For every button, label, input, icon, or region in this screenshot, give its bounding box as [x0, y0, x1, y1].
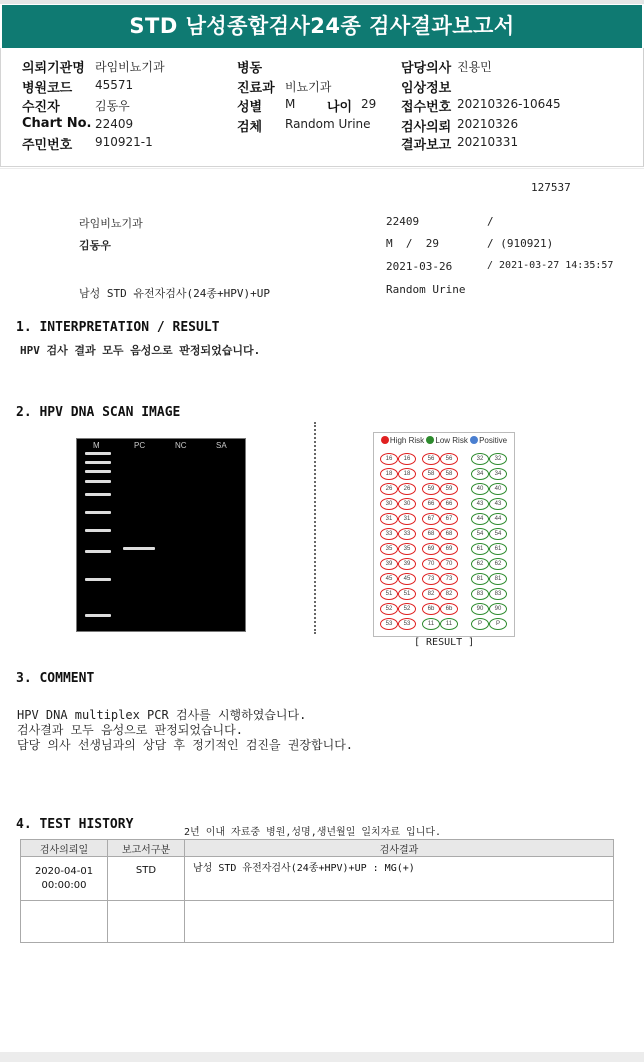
history-header-result: 검사결과: [185, 840, 614, 857]
divider: [0, 168, 644, 169]
result-oval: 56: [440, 453, 458, 465]
ladder-band: [85, 480, 111, 483]
label-department: 진료과: [237, 81, 275, 96]
report-title: STD 남성종합검사24종 검사결과보고서: [2, 5, 642, 48]
result-oval: 45: [398, 573, 416, 585]
result-oval: 54: [471, 528, 489, 540]
result-oval: 32: [471, 453, 489, 465]
history-header-date: 검사의뢰일: [21, 840, 108, 857]
result-oval: 68: [440, 528, 458, 540]
result-oval: 67: [440, 513, 458, 525]
value-patient: 김동우: [95, 99, 130, 113]
ladder-band: [85, 511, 111, 514]
summary-report-datetime: / 2021-03-27 14:35:57: [487, 260, 614, 271]
result-oval: 33: [380, 528, 398, 540]
result-oval: 70: [440, 558, 458, 570]
result-oval: 26: [380, 483, 398, 495]
summary-hospital: 라임비뇨기과: [79, 217, 143, 230]
history-cell-empty: [21, 901, 108, 943]
result-oval: 62: [489, 558, 507, 570]
result-oval: 54: [489, 528, 507, 540]
result-oval: 66: [440, 498, 458, 510]
value-chart-no: 22409: [95, 117, 134, 131]
comment-line-2: 검사결과 모두 음성으로 판정되었습니다.: [17, 723, 243, 737]
ladder-band: [85, 529, 111, 532]
result-oval: 61: [471, 543, 489, 555]
comment-line-3: 담당 의사 선생님과의 상담 후 정기적인 검진을 권장합니다.: [17, 738, 354, 752]
label-test-request: 검사의뢰: [401, 120, 452, 135]
result-oval: 56: [422, 453, 440, 465]
result-oval: 82: [422, 588, 440, 600]
result-oval: 59: [422, 483, 440, 495]
label-chart-no: Chart No.: [22, 116, 92, 131]
pc-band: [123, 547, 155, 550]
label-specimen: 검체: [237, 120, 263, 135]
legend-positive: Positive: [479, 436, 508, 445]
result-oval: 90: [489, 603, 507, 615]
history-cell-date: [21, 857, 108, 901]
value-result-report: 20210331: [457, 135, 519, 149]
summary-specimen: Random Urine: [386, 283, 466, 296]
section-interpretation-title: 1. INTERPRETATION / RESULT: [16, 320, 220, 335]
result-oval: 39: [380, 558, 398, 570]
ladder-band: [85, 452, 111, 455]
history-time: 00:00:00: [41, 880, 87, 891]
result-oval: P: [489, 618, 507, 630]
result-oval: 83: [489, 588, 507, 600]
ladder-band: [85, 470, 111, 473]
result-oval: 69: [440, 543, 458, 555]
low-risk-dot: [426, 436, 434, 444]
gel-lane-label-pc: PC: [134, 441, 146, 450]
result-oval: 33: [398, 528, 416, 540]
result-oval: 81: [471, 573, 489, 585]
history-cell-empty: [108, 901, 185, 943]
result-oval: 58: [422, 468, 440, 480]
result-oval: 32: [489, 453, 507, 465]
label-result-report: 결과보고: [401, 138, 452, 153]
result-oval: 73: [422, 573, 440, 585]
result-oval: 34: [471, 468, 489, 480]
result-oval: 6b: [440, 603, 458, 615]
interpretation-text: HPV 검사 결과 모두 음성으로 판정되었습니다.: [20, 344, 261, 357]
ladder-band: [85, 578, 111, 581]
high-risk-dot: [381, 436, 389, 444]
value-age: 29: [361, 97, 377, 111]
top-border: [0, 0, 644, 4]
section-comment-title: 3. COMMENT: [16, 671, 95, 686]
value-resident-number: 910921-1: [95, 135, 153, 149]
result-oval: 53: [398, 618, 416, 630]
history-cell-empty: [185, 901, 614, 943]
label-requesting-institution: 의뢰기관명: [22, 61, 85, 76]
result-oval: 82: [440, 588, 458, 600]
label-attending-doctor: 담당의사: [401, 61, 452, 76]
gel-lane-label-nc: NC: [175, 441, 187, 450]
value-sex: M: [285, 97, 296, 111]
value-hospital-code: 45571: [95, 78, 134, 92]
comment-line-1: HPV DNA multiplex PCR 검사를 시행하였습니다.: [17, 708, 307, 722]
history-cell-result: 남성 STD 유전자검사(24종+HPV)+UP : MG(+): [185, 857, 614, 901]
legend-low-risk: Low Risk: [435, 436, 468, 445]
bottom-border: [0, 1052, 644, 1062]
positive-dot: [470, 436, 478, 444]
result-oval: 30: [380, 498, 398, 510]
result-oval: 35: [380, 543, 398, 555]
result-oval: 16: [380, 453, 398, 465]
value-specimen: Random Urine: [285, 117, 371, 131]
label-age: 나이: [327, 100, 353, 115]
result-oval: 70: [422, 558, 440, 570]
result-oval: 67: [422, 513, 440, 525]
value-requesting-institution: 라임비뇨기과: [95, 60, 165, 74]
result-oval: 43: [471, 498, 489, 510]
summary-birth: / (910921): [487, 237, 554, 250]
result-oval: 39: [398, 558, 416, 570]
ladder-band: [85, 614, 111, 617]
result-legend: [374, 436, 514, 445]
result-grid: [373, 432, 515, 637]
summary-sex-age: M / 29: [386, 237, 439, 250]
result-oval: 34: [489, 468, 507, 480]
section-history-title: 4. TEST HISTORY: [16, 817, 134, 832]
report-id: 127537: [531, 181, 571, 194]
result-oval: 51: [380, 588, 398, 600]
result-oval: 31: [398, 513, 416, 525]
value-department: 비뇨기과: [285, 80, 332, 94]
result-oval: 35: [398, 543, 416, 555]
history-cell-type: STD: [108, 857, 185, 901]
value-test-request: 20210326: [457, 117, 519, 131]
result-oval: P: [471, 618, 489, 630]
label-clinical-info: 임상정보: [401, 81, 452, 96]
result-oval: 73: [440, 573, 458, 585]
legend-high-risk: High Risk: [389, 436, 425, 445]
summary-chart: 22409: [386, 215, 420, 228]
result-oval: 53: [380, 618, 398, 630]
result-oval: 44: [489, 513, 507, 525]
label-sex: 성별: [237, 100, 263, 115]
section-scan-title: 2. HPV DNA SCAN IMAGE: [16, 405, 181, 420]
table-row: [21, 857, 614, 901]
history-header-type: 보고서구분: [108, 840, 185, 857]
ladder-band: [85, 493, 111, 496]
result-oval: 18: [398, 468, 416, 480]
result-oval: 18: [380, 468, 398, 480]
summary-slash: /: [487, 215, 494, 228]
result-oval: 52: [380, 603, 398, 615]
label-patient: 수진자: [22, 100, 60, 115]
history-date: 2020-04-01: [34, 866, 94, 877]
result-oval: 40: [489, 483, 507, 495]
result-oval: 90: [471, 603, 489, 615]
result-oval: 44: [471, 513, 489, 525]
label-hospital-code: 병원코드: [22, 81, 73, 96]
result-oval: 26: [398, 483, 416, 495]
result-oval: 11: [440, 618, 458, 630]
summary-test-name: 남성 STD 유전자검사(24종+HPV)+UP: [79, 287, 270, 300]
ladder-band: [85, 550, 111, 553]
summary-patient: 김동우: [79, 239, 111, 252]
result-oval: 83: [471, 588, 489, 600]
label-resident-number: 주민번호: [22, 138, 73, 153]
result-oval: 40: [471, 483, 489, 495]
result-oval: 11: [422, 618, 440, 630]
value-attending-doctor: 진용민: [457, 60, 492, 74]
table-row: [21, 901, 614, 943]
dotted-divider: [314, 422, 316, 634]
result-oval: 69: [422, 543, 440, 555]
label-ward: 병동: [237, 61, 263, 76]
result-oval: 45: [380, 573, 398, 585]
result-oval: 51: [398, 588, 416, 600]
label-receipt-number: 접수번호: [401, 100, 452, 115]
result-oval: 59: [440, 483, 458, 495]
gel-electrophoresis-image: [76, 438, 246, 632]
result-oval: 58: [440, 468, 458, 480]
result-oval: 66: [422, 498, 440, 510]
result-oval: 81: [489, 573, 507, 585]
result-oval: 6b: [422, 603, 440, 615]
result-oval: 52: [398, 603, 416, 615]
result-oval: 43: [489, 498, 507, 510]
ladder-band: [85, 461, 111, 464]
result-oval: 31: [380, 513, 398, 525]
result-caption: [ RESULT ]: [414, 637, 475, 648]
result-oval: 30: [398, 498, 416, 510]
history-note: 2년 이내 자료중 병원,성명,생년월일 일치자료 입니다.: [184, 827, 442, 838]
result-oval: 61: [489, 543, 507, 555]
result-oval: 16: [398, 453, 416, 465]
result-oval: 62: [471, 558, 489, 570]
gel-lane-label-m: M: [93, 441, 100, 450]
result-oval: 68: [422, 528, 440, 540]
value-receipt-number: 20210326-10645: [457, 97, 561, 111]
summary-request-date: 2021-03-26: [386, 260, 453, 273]
history-table: [20, 839, 614, 943]
gel-lane-label-sa: SA: [216, 441, 227, 450]
